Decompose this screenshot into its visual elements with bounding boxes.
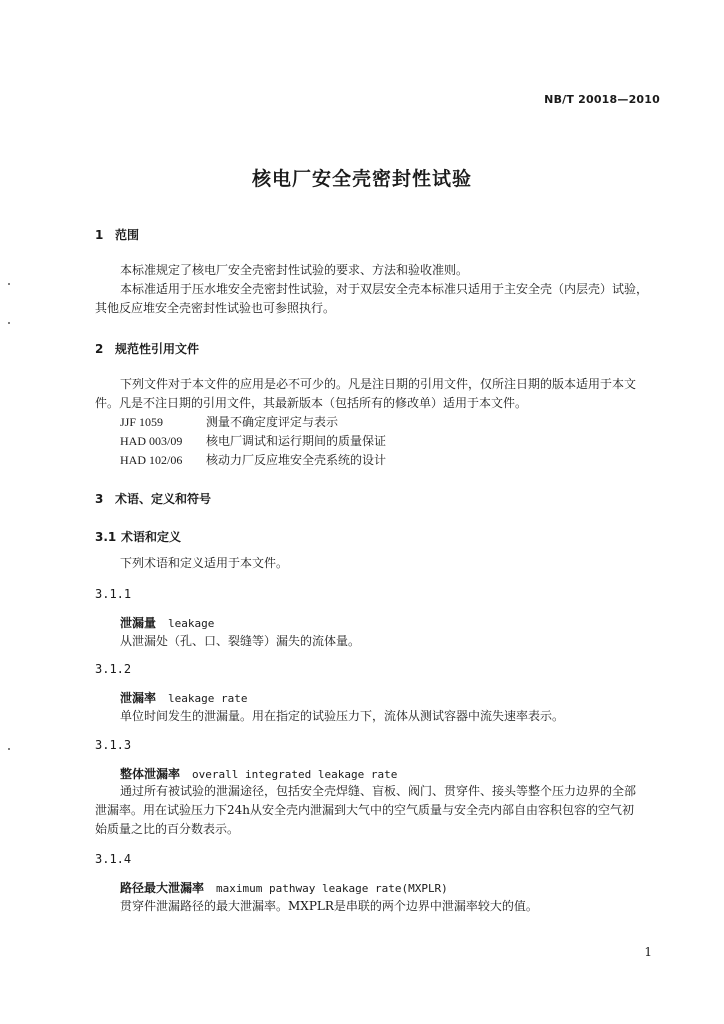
term-number: 3.1.2 [95, 662, 132, 676]
term-definition: 单位时间发生的泄漏量。用在指定的试验压力下，流体从测试容器中流失速率表示。 [120, 709, 565, 723]
paragraph: 件。凡是不注日期的引用文件，其最新版本（包括所有的修改单）适用于本文件。 [95, 396, 528, 410]
term-definition: 通过所有被试验的泄漏途径，包括安全壳焊缝、盲板、阀门、贯穿件、接头等整个压力边界的全部 [120, 784, 637, 798]
section-number: 1 [95, 228, 104, 242]
term-en: maximum pathway leakage rate(MXPLR) [216, 882, 448, 895]
section-title: 范围 [115, 228, 140, 242]
subsection-3-1-heading [95, 528, 181, 545]
section-number: 3.1 [95, 530, 117, 544]
document-code: NB/T 20018—2010 [544, 93, 660, 106]
term-heading [120, 614, 214, 631]
section-number: 2 [95, 342, 104, 356]
scan-mark [8, 283, 10, 285]
term-heading [120, 765, 397, 782]
term-en: leakage rate [168, 692, 248, 705]
reference-item [120, 432, 386, 451]
reference-title: 测量不确定度评定与表示 [206, 415, 339, 429]
term-heading [120, 689, 248, 706]
section-title: 术语、定义和符号 [115, 492, 212, 506]
section-number: 3 [95, 492, 104, 506]
page-number: 1 [644, 945, 652, 959]
paragraph: 其他反应堆安全壳密封性试验也可参照执行。 [95, 301, 336, 315]
term-definition: 从泄漏处（孔、口、裂缝等）漏失的流体量。 [120, 634, 361, 648]
section-title: 术语和定义 [121, 530, 182, 544]
paragraph: 本标准适用于压水堆安全壳密封性试验，对于双层安全壳本标准只适用于主安全壳（内层壳）试验， [120, 282, 649, 296]
reference-title: 核电厂调试和运行期间的质量保证 [206, 434, 387, 448]
term-definition: 始质量之比的百分数表示。 [95, 822, 240, 836]
reference-code: JJF 1059 [120, 415, 164, 429]
paragraph: 下列术语和定义适用于本文件。 [120, 556, 289, 570]
term-zh: 泄漏量 [120, 616, 157, 630]
page-title: 核电厂安全壳密封性试验 [251, 168, 472, 190]
term-number: 3.1.1 [95, 587, 132, 601]
reference-item [120, 413, 338, 432]
scan-mark [8, 322, 10, 324]
section-title: 规范性引用文件 [115, 342, 200, 356]
term-zh: 路径最大泄漏率 [120, 881, 205, 895]
paragraph: 下列文件对于本文件的应用是必不可少的。凡是注日期的引用文件，仅所注日期的版本适用于本文 [120, 377, 637, 391]
term-en: leakage [168, 617, 215, 630]
reference-title: 核动力厂反应堆安全壳系统的设计 [206, 453, 387, 467]
term-number: 3.1.3 [95, 738, 132, 752]
section-1-heading [95, 226, 139, 243]
term-number: 3.1.4 [95, 852, 132, 866]
term-zh: 整体泄漏率 [120, 767, 181, 781]
scan-mark [8, 748, 10, 750]
term-en: overall integrated leakage rate [192, 768, 398, 781]
term-heading [120, 879, 448, 896]
section-2-heading [95, 340, 199, 357]
term-zh: 泄漏率 [120, 691, 157, 705]
reference-item [120, 451, 386, 470]
reference-code: HAD 102/06 [120, 453, 183, 467]
paragraph: 本标准规定了核电厂安全壳密封性试验的要求、方法和验收准则。 [120, 263, 469, 277]
term-definition: 泄漏率。用在试验压力下24h从安全壳内泄漏到大气中的空气质量与安全壳内部自由容积包容的空气初 [95, 803, 635, 817]
section-3-heading [95, 490, 211, 507]
reference-code: HAD 003/09 [120, 434, 183, 448]
term-definition: 贯穿件泄漏路径的最大泄漏率。MXPLR是串联的两个边界中泄漏率较大的值。 [120, 899, 538, 913]
